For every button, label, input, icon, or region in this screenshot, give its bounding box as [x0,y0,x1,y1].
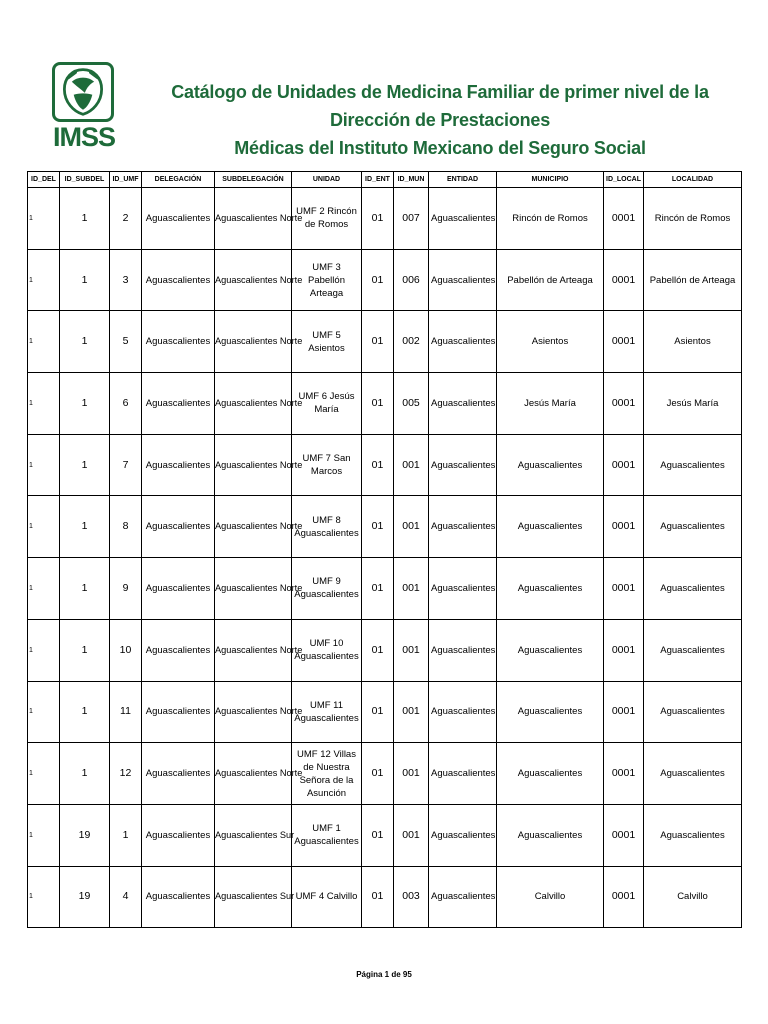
cell-id-mun: 006 [394,249,429,311]
table-row [28,188,742,250]
cell-localidad: Aguascalientes [644,558,742,620]
table-body [28,188,742,928]
table-row [28,249,742,311]
cell-municipio: Calvillo [497,866,604,928]
cell-id-subdel: 1 [60,558,110,620]
cell-municipio: Rincón de Romos [497,188,604,250]
table-row [28,681,742,743]
cell-id-mun: 002 [394,311,429,373]
cell-id-del: 1 [28,743,60,805]
cell-id-mun: 001 [394,804,429,866]
cell-municipio: Aguascalientes [497,619,604,681]
column-header: LOCALIDAD [644,172,742,188]
cell-id-local: 0001 [604,743,644,805]
cell-localidad: Aguascalientes [644,619,742,681]
column-header: UNIDAD [292,172,362,188]
cell-unidad: UMF 7 San Marcos [292,434,362,496]
cell-id-mun: 001 [394,434,429,496]
cell-subdelegacion: Aguascalientes Norte [215,311,292,373]
imss-logo [50,62,118,154]
cell-id-umf: 6 [110,373,142,435]
cell-entidad: Aguascalientes [429,373,497,435]
cell-municipio: Aguascalientes [497,434,604,496]
cell-id-mun: 001 [394,558,429,620]
cell-id-del: 1 [28,804,60,866]
column-header: ID_ENT [362,172,394,188]
page-number: Página 1 de 95 [356,970,412,979]
cell-id-local: 0001 [604,373,644,435]
column-header: ID_UMF [110,172,142,188]
cell-id-ent: 01 [362,558,394,620]
column-header: MUNICIPIO [497,172,604,188]
cell-id-umf: 9 [110,558,142,620]
cell-unidad: UMF 8 Aguascalientes [292,496,362,558]
cell-delegacion: Aguascalientes [142,681,215,743]
cell-entidad: Aguascalientes [429,619,497,681]
column-header: SUBDELEGACIÓN [215,172,292,188]
table-row [28,804,742,866]
cell-id-ent: 01 [362,866,394,928]
cell-id-mun: 003 [394,866,429,928]
cell-id-umf: 2 [110,188,142,250]
cell-id-local: 0001 [604,866,644,928]
cell-entidad: Aguascalientes [429,743,497,805]
cell-id-local: 0001 [604,434,644,496]
cell-id-del: 1 [28,249,60,311]
cell-id-umf: 7 [110,434,142,496]
cell-unidad: UMF 5 Asientos [292,311,362,373]
cell-municipio: Aguascalientes [497,743,604,805]
table-header-row [28,172,742,188]
cell-id-del: 1 [28,681,60,743]
cell-id-subdel: 1 [60,434,110,496]
cell-id-mun: 007 [394,188,429,250]
cell-subdelegacion: Aguascalientes Norte [215,249,292,311]
cell-id-local: 0001 [604,249,644,311]
cell-unidad: UMF 2 Rincón de Romos [292,188,362,250]
cell-id-subdel: 1 [60,743,110,805]
cell-id-local: 0001 [604,558,644,620]
cell-id-local: 0001 [604,188,644,250]
cell-delegacion: Aguascalientes [142,188,215,250]
cell-id-del: 1 [28,188,60,250]
cell-id-del: 1 [28,558,60,620]
cell-id-local: 0001 [604,681,644,743]
cell-id-subdel: 1 [60,188,110,250]
column-header: ID_LOCAL [604,172,644,188]
cell-id-umf: 10 [110,619,142,681]
title-line-2: Médicas del Instituto Mexicano del Seguro Social [234,138,646,158]
cell-id-ent: 01 [362,496,394,558]
cell-municipio: Pabellón de Arteaga [497,249,604,311]
cell-id-del: 1 [28,866,60,928]
cell-localidad: Asientos [644,311,742,373]
cell-id-del: 1 [28,619,60,681]
table-row [28,496,742,558]
cell-subdelegacion: Aguascalientes Norte [215,619,292,681]
cell-subdelegacion: Aguascalientes Norte [215,434,292,496]
cell-localidad: Aguascalientes [644,681,742,743]
table-row [28,866,742,928]
cell-municipio: Aguascalientes [497,804,604,866]
cell-delegacion: Aguascalientes [142,249,215,311]
cell-localidad: Aguascalientes [644,743,742,805]
cell-unidad: UMF 4 Calvillo [292,866,362,928]
cell-delegacion: Aguascalientes [142,558,215,620]
page-title [140,78,740,162]
cell-entidad: Aguascalientes [429,496,497,558]
cell-delegacion: Aguascalientes [142,619,215,681]
cell-subdelegacion: Aguascalientes Norte [215,373,292,435]
cell-localidad: Pabellón de Arteaga [644,249,742,311]
cell-municipio: Jesús María [497,373,604,435]
cell-id-ent: 01 [362,434,394,496]
column-header: ENTIDAD [429,172,497,188]
cell-id-del: 1 [28,311,60,373]
cell-unidad: UMF 1 Aguascalientes [292,804,362,866]
cell-id-ent: 01 [362,804,394,866]
cell-unidad: UMF 3 Pabellón Arteaga [292,249,362,311]
cell-id-mun: 005 [394,373,429,435]
cell-id-subdel: 1 [60,496,110,558]
cell-entidad: Aguascalientes [429,558,497,620]
column-header: DELEGACIÓN [142,172,215,188]
cell-id-mun: 001 [394,496,429,558]
cell-localidad: Calvillo [644,866,742,928]
cell-entidad: Aguascalientes [429,311,497,373]
cell-id-local: 0001 [604,804,644,866]
cell-id-ent: 01 [362,311,394,373]
cell-id-ent: 01 [362,249,394,311]
cell-id-umf: 12 [110,743,142,805]
cell-unidad: UMF 6 Jesús María [292,373,362,435]
cell-unidad: UMF 10 Aguascalientes [292,619,362,681]
cell-id-subdel: 1 [60,619,110,681]
cell-id-local: 0001 [604,311,644,373]
cell-id-umf: 11 [110,681,142,743]
cell-id-subdel: 1 [60,681,110,743]
cell-id-subdel: 19 [60,804,110,866]
cell-delegacion: Aguascalientes [142,311,215,373]
logo-wordmark: IMSS [52,122,115,152]
cell-id-subdel: 19 [60,866,110,928]
cell-id-local: 0001 [604,496,644,558]
cell-subdelegacion: Aguascalientes Norte [215,496,292,558]
cell-entidad: Aguascalientes [429,249,497,311]
cell-entidad: Aguascalientes [429,188,497,250]
cell-id-del: 1 [28,434,60,496]
cell-id-mun: 001 [394,743,429,805]
cell-delegacion: Aguascalientes [142,434,215,496]
table-row [28,743,742,805]
cell-delegacion: Aguascalientes [142,496,215,558]
title-line-1: Catálogo de Unidades de Medicina Familiar de primer nivel de la Dirección de Prestaciones [171,82,709,130]
imss-eagle-icon [52,62,114,122]
cell-delegacion: Aguascalientes [142,743,215,805]
table-row [28,311,742,373]
cell-municipio: Asientos [497,311,604,373]
cell-id-umf: 4 [110,866,142,928]
cell-localidad: Aguascalientes [644,804,742,866]
cell-entidad: Aguascalientes [429,681,497,743]
cell-id-subdel: 1 [60,311,110,373]
cell-id-del: 1 [28,496,60,558]
column-header: ID_SUBDEL [60,172,110,188]
column-header: ID_DEL [28,172,60,188]
cell-id-mun: 001 [394,619,429,681]
cell-subdelegacion: Aguascalientes Norte [215,188,292,250]
table-row [28,558,742,620]
cell-id-subdel: 1 [60,373,110,435]
cell-entidad: Aguascalientes [429,434,497,496]
cell-entidad: Aguascalientes [429,866,497,928]
cell-id-del: 1 [28,373,60,435]
cell-delegacion: Aguascalientes [142,804,215,866]
umf-catalog-table [27,171,742,928]
cell-id-umf: 1 [110,804,142,866]
cell-municipio: Aguascalientes [497,496,604,558]
cell-subdelegacion: Aguascalientes Norte [215,743,292,805]
cell-id-ent: 01 [362,188,394,250]
cell-delegacion: Aguascalientes [142,866,215,928]
cell-municipio: Aguascalientes [497,681,604,743]
cell-localidad: Aguascalientes [644,496,742,558]
column-header: ID_MUN [394,172,429,188]
cell-subdelegacion: Aguascalientes Norte [215,558,292,620]
cell-delegacion: Aguascalientes [142,373,215,435]
cell-subdelegacion: Aguascalientes Sur [215,804,292,866]
cell-id-umf: 8 [110,496,142,558]
cell-localidad: Aguascalientes [644,434,742,496]
page-header [0,0,768,170]
cell-entidad: Aguascalientes [429,804,497,866]
cell-localidad: Rincón de Romos [644,188,742,250]
cell-id-umf: 5 [110,311,142,373]
cell-id-umf: 3 [110,249,142,311]
cell-subdelegacion: Aguascalientes Sur [215,866,292,928]
cell-id-ent: 01 [362,373,394,435]
cell-id-ent: 01 [362,743,394,805]
cell-unidad: UMF 11 Aguascalientes [292,681,362,743]
cell-id-mun: 001 [394,681,429,743]
cell-subdelegacion: Aguascalientes Norte [215,681,292,743]
table-row [28,619,742,681]
cell-id-ent: 01 [362,681,394,743]
cell-id-local: 0001 [604,619,644,681]
table-row [28,373,742,435]
cell-unidad: UMF 12 Villas de Nuestra Señora de la Asunción [292,743,362,805]
table-row [28,434,742,496]
cell-unidad: UMF 9 Aguascalientes [292,558,362,620]
cell-localidad: Jesús María [644,373,742,435]
cell-municipio: Aguascalientes [497,558,604,620]
cell-id-subdel: 1 [60,249,110,311]
cell-id-ent: 01 [362,619,394,681]
